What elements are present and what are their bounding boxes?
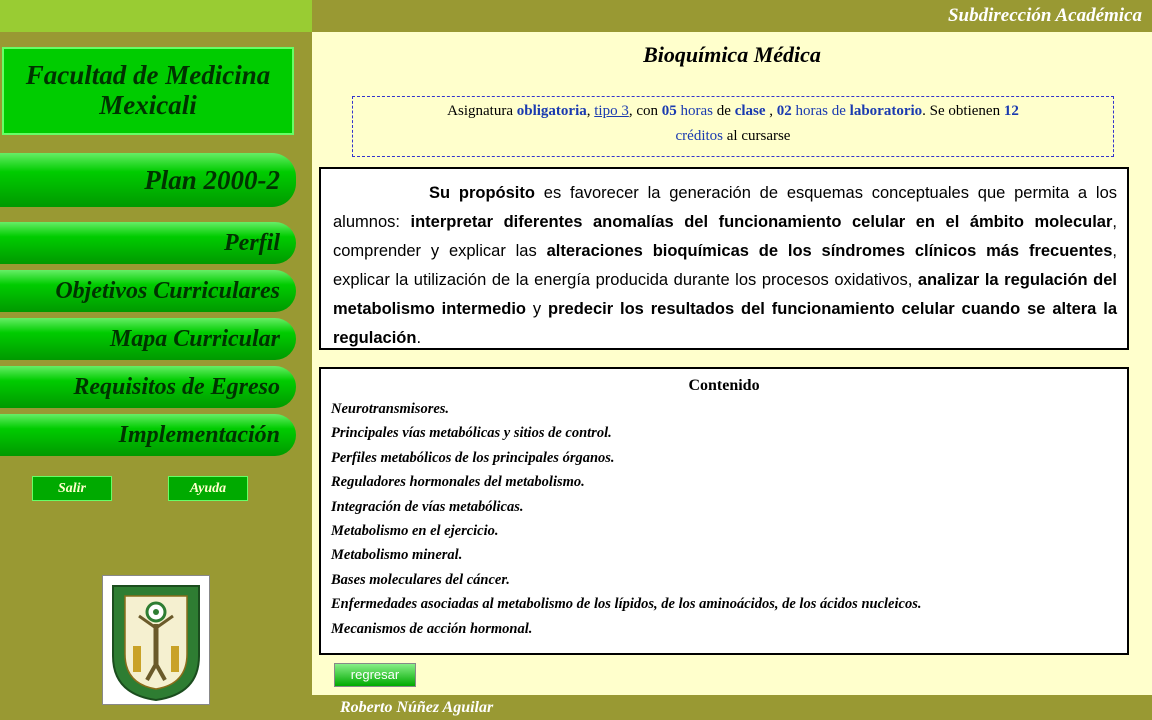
info-text: Asignatura (447, 103, 517, 119)
regresar-button[interactable]: regresar (334, 663, 416, 687)
purpose-lead: Su propósito (429, 184, 535, 202)
nav-requisitos-egreso[interactable]: Requisitos de Egreso (0, 366, 296, 408)
list-item: Integración de vías metabólicas. (331, 498, 524, 515)
salir-button[interactable]: Salir (32, 476, 112, 501)
info-creditos: créditos (675, 128, 723, 144)
faculty-title[interactable] (2, 47, 294, 135)
list-item: Mecanismos de acción hormonal. (331, 620, 533, 637)
info-laboratorio: laboratorio (849, 103, 923, 119)
top-bar (312, 0, 1152, 32)
purpose-box (319, 167, 1129, 350)
faculty-line2: Mexicali (99, 90, 197, 120)
purpose-bold: predecir los resultados del funcionamiento celular cuando se altera la regulación (333, 300, 1117, 347)
info-horas: horas de (791, 103, 850, 119)
purpose-text: y (526, 300, 549, 318)
contenido-heading: Contenido (688, 377, 760, 394)
nav-perfil[interactable]: Perfil (0, 222, 296, 264)
info-horas-lab: 02 (776, 103, 792, 119)
info-horas: horas (676, 103, 714, 119)
purpose-text: . (416, 329, 422, 347)
purpose-bold: interpretar diferentes anomalías del funcionamiento celular en el ámbito molecular (410, 213, 1113, 231)
list-item: Principales vías metabólicas y sitios de control. (331, 425, 612, 442)
page-title: Bioquímica Médica (643, 42, 821, 67)
info-creditos-num: 12 (1003, 103, 1019, 119)
info-text: , (765, 103, 777, 119)
list-item: Neurotransmisores. (331, 401, 450, 417)
info-obligatoria: obligatoria (516, 103, 587, 119)
purpose-bold: alteraciones bioquímicas de los síndromes clínicos más frecuentes (546, 242, 1113, 260)
subdireccion-label: Subdirección Académica (947, 5, 1142, 26)
university-seal (102, 575, 210, 705)
info-text: . Se obtienen (922, 103, 1004, 119)
info-clase: clase (734, 103, 766, 119)
info-text: de (713, 103, 735, 119)
purpose-text: , explicar la utilización de la energía producida durante los procesos oxidativos, (333, 242, 1117, 289)
course-info (352, 96, 1114, 157)
contenido-list (331, 397, 1117, 641)
info-text: , con (628, 103, 662, 119)
list-item: Metabolismo en el ejercicio. (331, 523, 499, 540)
ayuda-button[interactable]: Ayuda (168, 476, 248, 501)
contenido-box (319, 367, 1129, 655)
purpose-bold: analizar la regulación del metabolismo intermedio (333, 271, 1117, 318)
list-item: Perfiles metabólicos de los principales órganos. (331, 449, 615, 466)
top-accent-bar (0, 0, 312, 32)
info-text: , (586, 103, 595, 119)
list-item: Metabolismo mineral. (331, 547, 463, 564)
list-item: Bases moleculares del cáncer. (331, 571, 510, 588)
list-item: Reguladores hormonales del metabolismo. (331, 474, 585, 491)
nav-mapa-curricular[interactable]: Mapa Curricular (0, 318, 296, 360)
list-item: Enfermedades asociadas al metabolismo de los lípidos, de los aminoácidos, de los ácidos nucleicos. (331, 596, 922, 613)
purpose-text: , comprender y explicar las (333, 213, 1117, 260)
nav-implementacion[interactable]: Implementación (0, 414, 296, 456)
info-text: al cursarse (723, 128, 791, 144)
tipo-link[interactable]: tipo 3 (594, 103, 629, 119)
info-horas-clase: 05 (661, 103, 677, 119)
purpose-text: es favorecer la generación de esquemas conceptuales que permita a los alumnos: (333, 184, 1118, 231)
nav-objetivos-curriculares[interactable]: Objetivos Curriculares (0, 270, 296, 312)
author-label: Roberto Núñez Aguilar (340, 699, 494, 716)
plan-button[interactable]: Plan 2000-2 (0, 153, 296, 207)
faculty-line1: Facultad de Medicina (25, 60, 271, 91)
